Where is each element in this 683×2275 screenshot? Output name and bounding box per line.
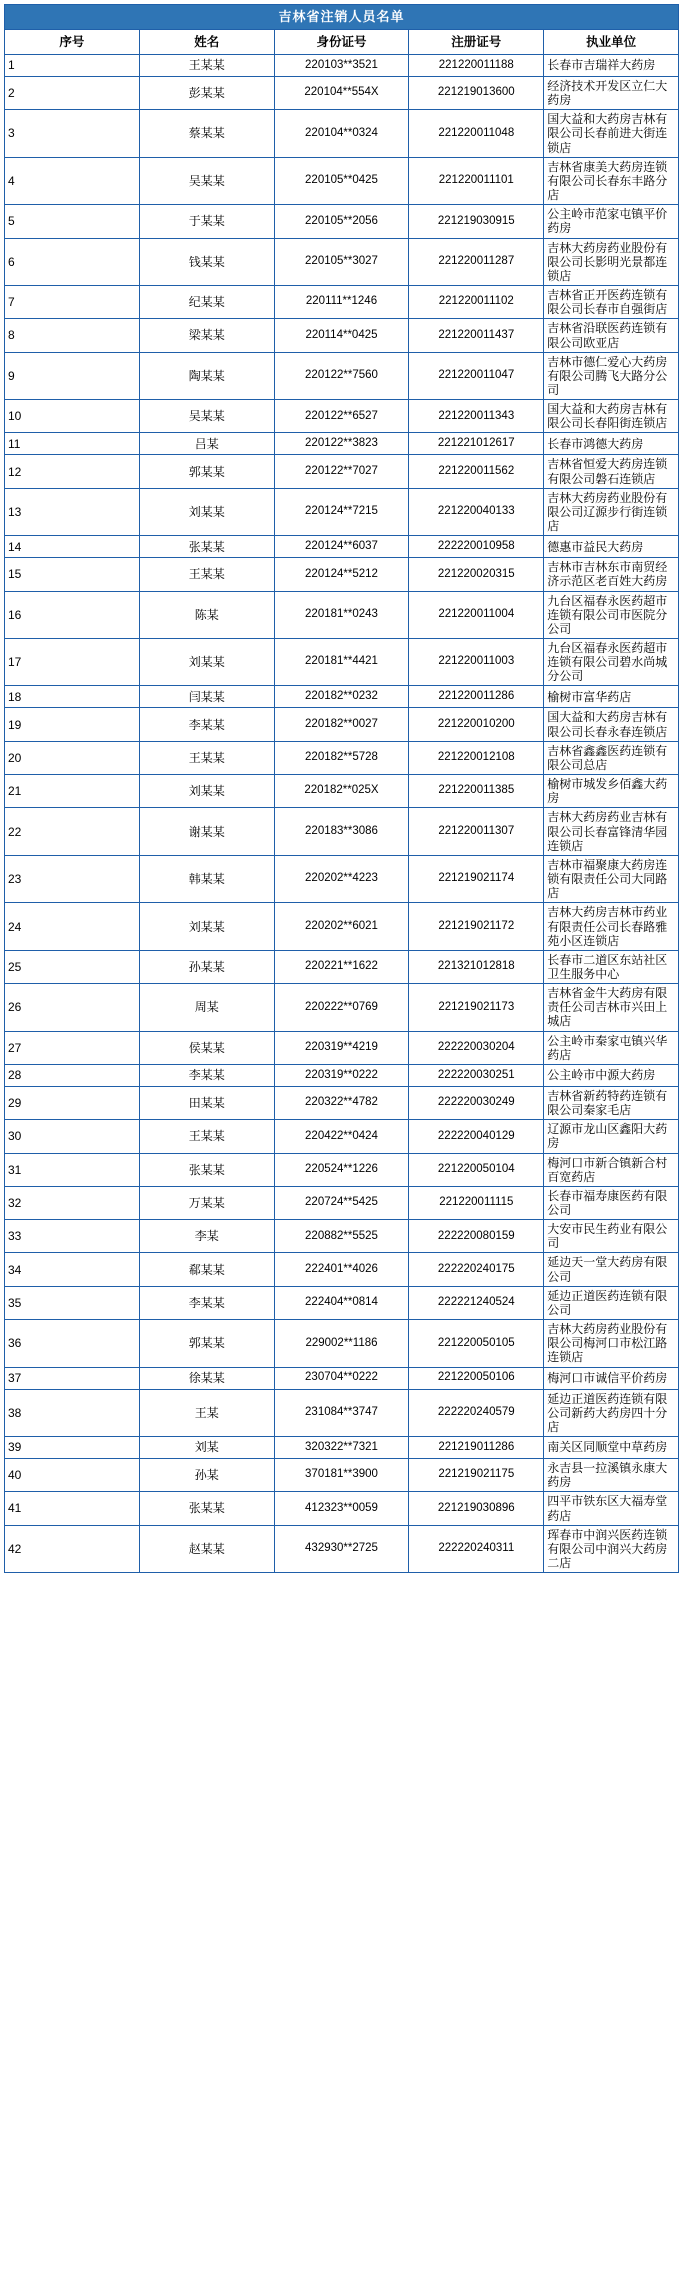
- cell-name: 郭某某: [139, 1320, 274, 1367]
- cell-register: 221220011286: [409, 686, 544, 708]
- cell-id: 220104**0324: [274, 110, 409, 157]
- cell-org: 梅河口市诚信平价药房: [544, 1367, 679, 1389]
- cell-index: 28: [5, 1064, 140, 1086]
- cell-name: 孙某: [139, 1459, 274, 1492]
- cell-id: 220105**2056: [274, 205, 409, 238]
- table-row: [5, 352, 679, 399]
- cell-name: 万某某: [139, 1186, 274, 1219]
- page-title: 吉林省注销人员名单: [5, 5, 679, 30]
- cell-org: 永吉县一拉溪镇永康大药房: [544, 1459, 679, 1492]
- column-header-org: 执业单位: [544, 30, 679, 55]
- table-row: [5, 55, 679, 77]
- cell-id: 220182**0232: [274, 686, 409, 708]
- cell-id: 220322**4782: [274, 1086, 409, 1119]
- cell-id: 220124**7215: [274, 488, 409, 535]
- cell-id: 432930**2725: [274, 1525, 409, 1572]
- cell-id: 220104**554X: [274, 77, 409, 110]
- cell-register: 221220011562: [409, 455, 544, 488]
- column-header-register: 注册证号: [409, 30, 544, 55]
- cell-id: 220181**0243: [274, 591, 409, 638]
- table-row: [5, 984, 679, 1031]
- cell-index: 34: [5, 1253, 140, 1286]
- cell-name: 谢某某: [139, 808, 274, 855]
- cell-index: 36: [5, 1320, 140, 1367]
- cell-name: 张某某: [139, 536, 274, 558]
- cell-name: 王某某: [139, 558, 274, 591]
- table-row: [5, 1367, 679, 1389]
- cell-org: 辽源市龙山区鑫阳大药房: [544, 1120, 679, 1153]
- cell-register: 222220030249: [409, 1086, 544, 1119]
- cell-org: 吉林省正开医药连锁有限公司长春市自强街店: [544, 286, 679, 319]
- cell-name: 吴某某: [139, 157, 274, 204]
- cell-name: 李某某: [139, 1286, 274, 1319]
- cell-index: 14: [5, 536, 140, 558]
- cell-id: 220111**1246: [274, 286, 409, 319]
- table-row: [5, 558, 679, 591]
- cell-org: 国大益和大药房吉林有限公司长春前进大街连锁店: [544, 110, 679, 157]
- cell-id: 220202**6021: [274, 903, 409, 950]
- table-row: [5, 639, 679, 686]
- cell-register: 222220030204: [409, 1031, 544, 1064]
- cell-name: 张某某: [139, 1153, 274, 1186]
- cell-index: 11: [5, 433, 140, 455]
- cell-id: 220181**4421: [274, 639, 409, 686]
- cell-register: 221220011102: [409, 286, 544, 319]
- cell-index: 32: [5, 1186, 140, 1219]
- cell-index: 4: [5, 157, 140, 204]
- cell-id: 220122**6527: [274, 400, 409, 433]
- table-row: [5, 488, 679, 535]
- table-row: [5, 950, 679, 983]
- table-title-row: [5, 5, 679, 30]
- cell-org: 国大益和大药房吉林有限公司长春永春连锁店: [544, 708, 679, 741]
- cell-register: 221219030915: [409, 205, 544, 238]
- table-row: [5, 708, 679, 741]
- cell-index: 38: [5, 1389, 140, 1436]
- cell-register: 221220050105: [409, 1320, 544, 1367]
- cell-org: 四平市铁东区大福寿堂药店: [544, 1492, 679, 1525]
- cell-register: 222220010958: [409, 536, 544, 558]
- cell-id: 220103**3521: [274, 55, 409, 77]
- cell-id: 220319**0222: [274, 1064, 409, 1086]
- cell-index: 6: [5, 238, 140, 285]
- cell-id: 220124**5212: [274, 558, 409, 591]
- cell-register: 221220011307: [409, 808, 544, 855]
- cell-id: 220724**5425: [274, 1186, 409, 1219]
- cell-index: 39: [5, 1437, 140, 1459]
- table-row: [5, 591, 679, 638]
- cell-register: 221220011101: [409, 157, 544, 204]
- cell-index: 7: [5, 286, 140, 319]
- cell-org: 延边正道医药连锁有限公司: [544, 1286, 679, 1319]
- cell-register: 221321012818: [409, 950, 544, 983]
- table-row: [5, 1120, 679, 1153]
- table-row: [5, 110, 679, 157]
- cell-register: 222220240579: [409, 1389, 544, 1436]
- cell-register: 221219021172: [409, 903, 544, 950]
- cell-name: 钱某某: [139, 238, 274, 285]
- cell-org: 延边天一堂大药房有限公司: [544, 1253, 679, 1286]
- table-row: [5, 1031, 679, 1064]
- table-row: [5, 1437, 679, 1459]
- cell-name: 纪某某: [139, 286, 274, 319]
- cell-org: 吉林省沿联医药连锁有限公司欧亚店: [544, 319, 679, 352]
- cell-name: 梁某某: [139, 319, 274, 352]
- table-row: [5, 238, 679, 285]
- cell-org: 公主岭市范家屯镇平价药房: [544, 205, 679, 238]
- cell-org: 榆树市城发乡佰鑫大药房: [544, 775, 679, 808]
- cell-name: 侯某某: [139, 1031, 274, 1064]
- table-row: [5, 433, 679, 455]
- cell-register: 221220012108: [409, 741, 544, 774]
- cell-register: 221219030896: [409, 1492, 544, 1525]
- cell-register: 221220011385: [409, 775, 544, 808]
- cell-name: 徐某某: [139, 1367, 274, 1389]
- cell-index: 10: [5, 400, 140, 433]
- cell-name: 刘某某: [139, 775, 274, 808]
- table-row: [5, 1153, 679, 1186]
- cell-org: 吉林省鑫鑫医药连锁有限公司总店: [544, 741, 679, 774]
- cell-org: 长春市鸿德大药房: [544, 433, 679, 455]
- cell-index: 37: [5, 1367, 140, 1389]
- cell-index: 16: [5, 591, 140, 638]
- cell-org: 南关区同顺堂中草药房: [544, 1437, 679, 1459]
- cell-org: 吉林省新药特药连锁有限公司秦家毛店: [544, 1086, 679, 1119]
- cell-id: 230704**0222: [274, 1367, 409, 1389]
- cell-register: 221220011115: [409, 1186, 544, 1219]
- cell-id: 220524**1226: [274, 1153, 409, 1186]
- table-row: [5, 808, 679, 855]
- cell-id: 220182**025X: [274, 775, 409, 808]
- cell-index: 22: [5, 808, 140, 855]
- cell-org: 长春市福寿康医药有限公司: [544, 1186, 679, 1219]
- cell-org: 吉林省金牛大药房有限责任公司吉林市兴田上城店: [544, 984, 679, 1031]
- cell-index: 20: [5, 741, 140, 774]
- cell-name: 赵某某: [139, 1525, 274, 1572]
- cell-name: 王某: [139, 1389, 274, 1436]
- cell-name: 于某某: [139, 205, 274, 238]
- cell-id: 220221**1622: [274, 950, 409, 983]
- cell-id: 220122**7560: [274, 352, 409, 399]
- table-row: [5, 1086, 679, 1119]
- column-header-name: 姓名: [139, 30, 274, 55]
- cell-register: 221219011286: [409, 1437, 544, 1459]
- cell-id: 220124**6037: [274, 536, 409, 558]
- registration-table: [4, 4, 679, 1573]
- cell-id: 320322**7321: [274, 1437, 409, 1459]
- cell-org: 吉林大药房药业股份有限公司梅河口市松江路连锁店: [544, 1320, 679, 1367]
- table-row: [5, 1064, 679, 1086]
- cell-index: 15: [5, 558, 140, 591]
- cell-id: 370181**3900: [274, 1459, 409, 1492]
- table-row: [5, 1286, 679, 1319]
- cell-name: 陶某某: [139, 352, 274, 399]
- cell-name: 刘某某: [139, 903, 274, 950]
- cell-index: 9: [5, 352, 140, 399]
- table-row: [5, 1320, 679, 1367]
- cell-org: 公主岭市中源大药房: [544, 1064, 679, 1086]
- cell-id: 220182**0027: [274, 708, 409, 741]
- cell-org: 国大益和大药房吉林有限公司长春阳街连锁店: [544, 400, 679, 433]
- cell-name: 王某某: [139, 55, 274, 77]
- cell-register: 222221240524: [409, 1286, 544, 1319]
- cell-name: 郭某某: [139, 455, 274, 488]
- cell-index: 24: [5, 903, 140, 950]
- cell-name: 周某: [139, 984, 274, 1031]
- cell-id: 222404**0814: [274, 1286, 409, 1319]
- cell-id: 220183**3086: [274, 808, 409, 855]
- cell-name: 彭某某: [139, 77, 274, 110]
- cell-org: 九台区福春永医药超市连锁有限公司市医院分公司: [544, 591, 679, 638]
- cell-name: 吴某某: [139, 400, 274, 433]
- table-row: [5, 286, 679, 319]
- table-row: [5, 1525, 679, 1572]
- cell-index: 35: [5, 1286, 140, 1319]
- column-header-id: 身份证号: [274, 30, 409, 55]
- cell-index: 8: [5, 319, 140, 352]
- cell-id: 229002**1186: [274, 1320, 409, 1367]
- cell-name: 孙某某: [139, 950, 274, 983]
- cell-register: 221220011004: [409, 591, 544, 638]
- cell-name: 李某某: [139, 708, 274, 741]
- cell-index: 29: [5, 1086, 140, 1119]
- cell-index: 41: [5, 1492, 140, 1525]
- cell-register: 221220011003: [409, 639, 544, 686]
- cell-name: 王某某: [139, 1120, 274, 1153]
- table-header-row: [5, 30, 679, 55]
- cell-index: 31: [5, 1153, 140, 1186]
- cell-index: 18: [5, 686, 140, 708]
- cell-name: 陈某: [139, 591, 274, 638]
- cell-name: 闫某某: [139, 686, 274, 708]
- cell-index: 23: [5, 855, 140, 902]
- cell-register: 222220240311: [409, 1525, 544, 1572]
- cell-index: 13: [5, 488, 140, 535]
- cell-name: 田某某: [139, 1086, 274, 1119]
- table-row: [5, 1220, 679, 1253]
- cell-name: 李某: [139, 1220, 274, 1253]
- table-row: [5, 536, 679, 558]
- cell-index: 40: [5, 1459, 140, 1492]
- cell-register: 222220240175: [409, 1253, 544, 1286]
- cell-index: 33: [5, 1220, 140, 1253]
- cell-org: 吉林大药房药业股份有限公司辽源步行街连锁店: [544, 488, 679, 535]
- table-row: [5, 205, 679, 238]
- cell-name: 刘某某: [139, 639, 274, 686]
- cell-org: 公主岭市秦家屯镇兴华药店: [544, 1031, 679, 1064]
- cell-register: 221219013600: [409, 77, 544, 110]
- cell-org: 梅河口市新合镇新合村百宽药店: [544, 1153, 679, 1186]
- cell-id: 220422**0424: [274, 1120, 409, 1153]
- cell-register: 222220080159: [409, 1220, 544, 1253]
- cell-register: 221219021175: [409, 1459, 544, 1492]
- cell-id: 220319**4219: [274, 1031, 409, 1064]
- cell-register: 221220050106: [409, 1367, 544, 1389]
- cell-register: 222220040129: [409, 1120, 544, 1153]
- table-row: [5, 455, 679, 488]
- cell-name: 王某某: [139, 741, 274, 774]
- cell-id: 412323**0059: [274, 1492, 409, 1525]
- table-row: [5, 686, 679, 708]
- table-row: [5, 1389, 679, 1436]
- table-row: [5, 319, 679, 352]
- cell-org: 延边正道医药连锁有限公司新药大药房四十分店: [544, 1389, 679, 1436]
- cell-register: 221220050104: [409, 1153, 544, 1186]
- cell-register: 221220011047: [409, 352, 544, 399]
- cell-org: 吉林市德仁爱心大药房有限公司腾飞大路分公司: [544, 352, 679, 399]
- cell-org: 德惠市益民大药房: [544, 536, 679, 558]
- cell-register: 221220011343: [409, 400, 544, 433]
- cell-name: 张某某: [139, 1492, 274, 1525]
- table-row: [5, 903, 679, 950]
- cell-id: 220882**5525: [274, 1220, 409, 1253]
- cell-index: 25: [5, 950, 140, 983]
- cell-id: 220122**7027: [274, 455, 409, 488]
- cell-register: 221220011437: [409, 319, 544, 352]
- cell-org: 吉林市吉林东市南贸经济示范区老百姓大药房: [544, 558, 679, 591]
- cell-register: 221220040133: [409, 488, 544, 535]
- cell-register: 221220011287: [409, 238, 544, 285]
- cell-id: 220105**0425: [274, 157, 409, 204]
- cell-org: 大安市民生药业有限公司: [544, 1220, 679, 1253]
- cell-name: 韩某某: [139, 855, 274, 902]
- cell-id: 220222**0769: [274, 984, 409, 1031]
- cell-index: 17: [5, 639, 140, 686]
- table-row: [5, 1459, 679, 1492]
- cell-index: 3: [5, 110, 140, 157]
- cell-org: 珲春市中润兴医药连锁有限公司中润兴大药房二店: [544, 1525, 679, 1572]
- cell-index: 12: [5, 455, 140, 488]
- cell-register: 221220020315: [409, 558, 544, 591]
- cell-id: 220105**3027: [274, 238, 409, 285]
- cell-id: 220182**5728: [274, 741, 409, 774]
- cell-org: 榆树市富华药店: [544, 686, 679, 708]
- table-row: [5, 400, 679, 433]
- table-row: [5, 1492, 679, 1525]
- cell-name: 李某某: [139, 1064, 274, 1086]
- cell-org: 吉林大药房药业吉林有限公司长春富锋清华园连锁店: [544, 808, 679, 855]
- table-row: [5, 157, 679, 204]
- cell-index: 21: [5, 775, 140, 808]
- cell-name: 蔡某某: [139, 110, 274, 157]
- cell-index: 5: [5, 205, 140, 238]
- cell-org: 吉林省康美大药房连锁有限公司长春东丰路分店: [544, 157, 679, 204]
- table-row: [5, 741, 679, 774]
- cell-index: 26: [5, 984, 140, 1031]
- cell-register: 221220011048: [409, 110, 544, 157]
- cell-org: 吉林市福聚康大药房连锁有限责任公司大同路店: [544, 855, 679, 902]
- cell-org: 九台区福春永医药超市连锁有限公司碧水尚城分公司: [544, 639, 679, 686]
- table-row: [5, 1186, 679, 1219]
- cell-index: 27: [5, 1031, 140, 1064]
- table-row: [5, 1253, 679, 1286]
- cell-index: 1: [5, 55, 140, 77]
- cell-register: 221219021174: [409, 855, 544, 902]
- cell-id: 220202**4223: [274, 855, 409, 902]
- cell-register: 221220011188: [409, 55, 544, 77]
- table-row: [5, 855, 679, 902]
- cell-org: 吉林省恒爱大药房连锁有限公司磐石连锁店: [544, 455, 679, 488]
- cell-index: 42: [5, 1525, 140, 1572]
- table-row: [5, 77, 679, 110]
- cell-org: 长春市二道区东站社区卫生服务中心: [544, 950, 679, 983]
- cell-name: 郗某某: [139, 1253, 274, 1286]
- cell-org: 长春市吉瑞祥大药房: [544, 55, 679, 77]
- cell-register: 222220030251: [409, 1064, 544, 1086]
- cell-register: 221220010200: [409, 708, 544, 741]
- cell-id: 220122**3823: [274, 433, 409, 455]
- cell-id: 222401**4026: [274, 1253, 409, 1286]
- column-header-index: 序号: [5, 30, 140, 55]
- cell-register: 221219021173: [409, 984, 544, 1031]
- cell-index: 19: [5, 708, 140, 741]
- cell-id: 220114**0425: [274, 319, 409, 352]
- cell-index: 30: [5, 1120, 140, 1153]
- cell-register: 221221012617: [409, 433, 544, 455]
- cell-name: 刘某某: [139, 488, 274, 535]
- cell-name: 刘某: [139, 1437, 274, 1459]
- cell-org: 经济技术开发区立仁大药房: [544, 77, 679, 110]
- cell-org: 吉林大药房吉林市药业有限责任公司长春路雅苑小区连锁店: [544, 903, 679, 950]
- cell-org: 吉林大药房药业股份有限公司长影明光景都连锁店: [544, 238, 679, 285]
- table-row: [5, 775, 679, 808]
- cell-index: 2: [5, 77, 140, 110]
- cell-name: 吕某: [139, 433, 274, 455]
- cell-id: 231084**3747: [274, 1389, 409, 1436]
